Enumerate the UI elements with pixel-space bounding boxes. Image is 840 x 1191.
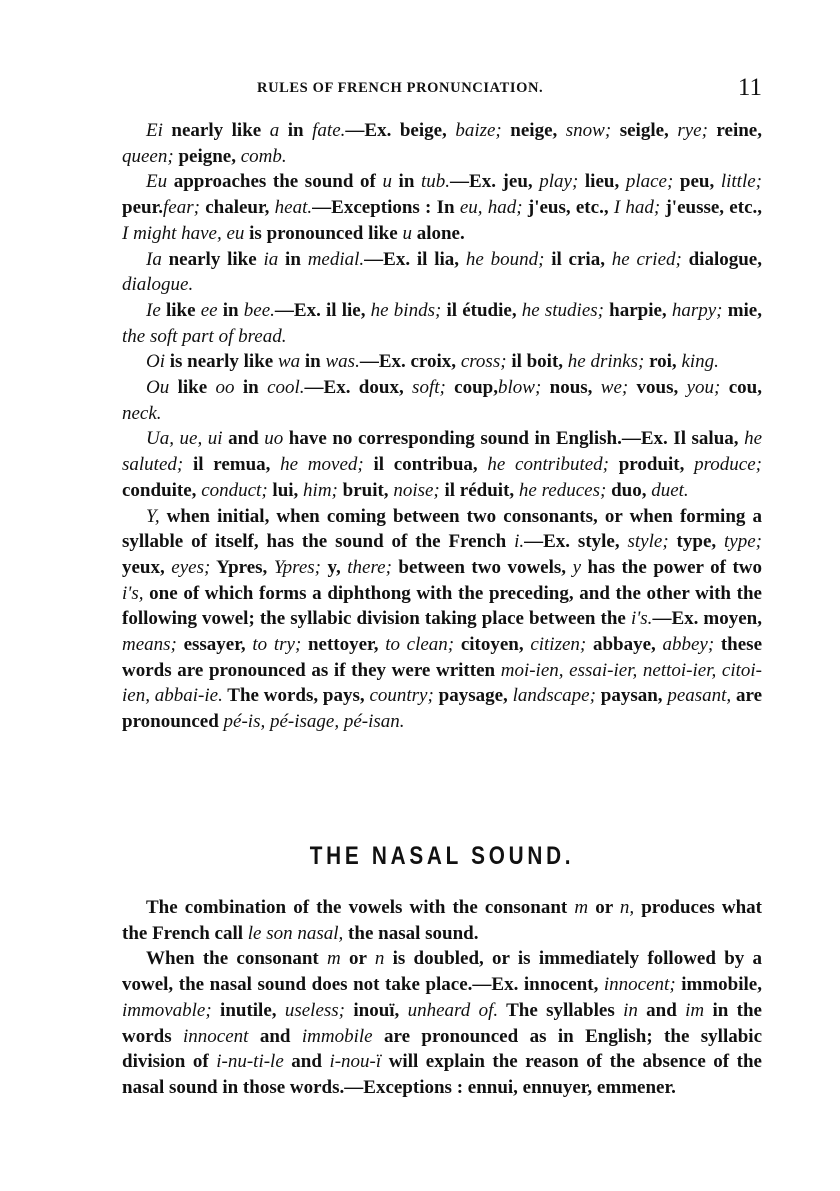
text-run: il cria,	[544, 248, 612, 270]
text-run: in	[300, 351, 326, 373]
text-run: il remua,	[183, 454, 281, 476]
text-run: —Exceptions : In	[312, 197, 460, 219]
italic-text-run: wa	[277, 351, 301, 373]
paragraph-nasal-intro	[122, 895, 762, 946]
text-run: nous,	[541, 377, 601, 399]
text-run: vous,	[628, 377, 687, 399]
text-run: immobile,	[675, 974, 762, 996]
italic-text-run: he moved;	[280, 454, 364, 476]
text-run: Ypres,	[210, 556, 274, 578]
italic-text-run: cross;	[460, 351, 507, 373]
text-run: reine,	[707, 120, 762, 141]
text-run: these words are pronounced as if they were written	[122, 634, 762, 681]
italic-text-run: n,	[619, 897, 635, 918]
text-run: duo,	[606, 479, 652, 501]
text-run: between two vowels,	[391, 556, 573, 578]
text-run: il étudie,	[441, 299, 522, 321]
italic-text-run: Ua, ue, ui	[146, 428, 223, 450]
italic-text-run: Ypres;	[273, 556, 321, 578]
italic-text-run: play;	[539, 171, 579, 193]
italic-text-run: i's.	[630, 608, 653, 630]
italic-text-run: ee	[200, 299, 218, 321]
section-heading: THE NASAL SOUND.	[309, 842, 575, 870]
italic-text-run: i's,	[122, 582, 144, 604]
text-run: peu,	[673, 171, 721, 193]
italic-text-run: eyes;	[171, 556, 211, 578]
text-run: bruit,	[337, 479, 394, 501]
italic-text-run: pé-is, pé-isage, pé-isan.	[223, 711, 405, 733]
italic-text-run: immovable;	[122, 999, 212, 1021]
italic-text-run: neck.	[122, 402, 162, 424]
italic-text-run: Ou	[146, 377, 170, 399]
italic-text-run: ia	[263, 248, 279, 270]
italic-text-run: Ia	[146, 248, 162, 270]
italic-text-run: medial.	[307, 248, 365, 270]
paragraph-ua-ue-ui-uo	[122, 426, 762, 503]
text-run: —Ex. il lie,	[274, 299, 371, 321]
text-run: is doubled, or is immediately followed by a vowel, the nasal sound does not take place.—Ex. innocent,	[122, 948, 763, 996]
text-run: —Ex. jeu,	[450, 171, 540, 193]
text-run: in	[391, 171, 421, 193]
text-run: il boit,	[506, 351, 568, 373]
text-run: abbaye,	[586, 634, 663, 656]
text-run: has the power of two	[581, 556, 763, 578]
text-run: When the consonant	[146, 948, 328, 970]
text-run: j'eus, etc.,	[522, 197, 614, 219]
paragraph-ie	[122, 298, 762, 349]
italic-text-run: there;	[347, 556, 392, 578]
text-run: dialogue,	[681, 248, 762, 270]
text-run: nettoyer,	[301, 634, 386, 656]
paragraph-eu	[122, 169, 762, 246]
text-run: like	[169, 377, 216, 399]
running-title: RULES OF FRENCH PRONUNCIATION.	[257, 80, 544, 96]
paragraph-nasal-exceptions	[122, 946, 762, 1100]
italic-text-run: Oi	[146, 351, 165, 373]
italic-text-run: conduct;	[201, 479, 268, 501]
italic-text-run: he drinks;	[567, 351, 645, 373]
text-run: produit,	[608, 454, 695, 476]
italic-text-run: to try;	[252, 634, 302, 656]
text-run: harpie,	[603, 299, 672, 321]
italic-text-run: oo	[215, 377, 235, 399]
italic-text-run: noise;	[393, 479, 440, 501]
italic-text-run: bee.	[243, 299, 275, 321]
italic-text-run: uo	[264, 428, 284, 450]
text-run: nearly like	[162, 120, 270, 141]
paragraph-oi	[122, 349, 762, 375]
text-run: in the words	[122, 999, 762, 1047]
italic-text-run: you;	[686, 377, 721, 399]
italic-text-run: Eu	[146, 171, 168, 193]
italic-text-run: country;	[369, 685, 434, 707]
italic-text-run: Ie	[146, 299, 161, 321]
italic-text-run: fate.	[312, 120, 346, 141]
text-run: The words, pays,	[222, 685, 370, 707]
italic-text-run: unheard of.	[407, 999, 499, 1021]
text-run: cou,	[720, 377, 762, 399]
italic-text-run: moi-ien, essai-ier, nettoi-ier, citoi-ien, abbai-ie.	[122, 659, 762, 707]
text-run: conduite,	[122, 479, 202, 501]
italic-text-run: he reduces;	[518, 479, 607, 501]
text-run: —Ex. croix,	[359, 351, 461, 373]
text-run: paysan,	[595, 685, 668, 707]
text-run: type,	[668, 531, 725, 553]
text-run: in	[279, 120, 313, 141]
italic-text-run: innocent	[183, 1025, 249, 1047]
text-run: neige,	[501, 120, 566, 141]
paragraph-ou	[122, 375, 762, 426]
text-run: nearly like	[161, 248, 264, 270]
text-run: in	[217, 299, 244, 321]
text-run: —Ex. moyen,	[652, 608, 762, 630]
text-run: seigle,	[611, 120, 678, 141]
italic-text-run: to clean;	[385, 634, 455, 656]
text-run: roi,	[644, 351, 682, 373]
italic-text-run: a	[269, 120, 280, 141]
text-run: when initial, when coming between two consonants, or when forming a syllable of itself, has the sound of the French	[122, 505, 762, 553]
italic-text-run: cool.	[267, 377, 305, 399]
text-run: approaches the sound of	[167, 171, 383, 193]
text-run: inouï,	[345, 999, 408, 1021]
text-run: peigne,	[173, 145, 241, 167]
italic-text-run: i.	[514, 531, 525, 553]
italic-text-run: he cried;	[611, 248, 682, 270]
italic-text-run: landscape;	[512, 685, 596, 707]
italic-text-run: baize;	[455, 120, 502, 141]
text-run: or	[340, 948, 375, 970]
text-run: in	[234, 377, 268, 399]
italic-text-run: u	[402, 222, 412, 244]
italic-text-run: abbey;	[662, 634, 715, 656]
italic-text-run: Y,	[146, 505, 160, 527]
italic-text-run: eu, had;	[459, 197, 523, 219]
text-run: peur.	[122, 197, 164, 219]
text-run: essayer,	[176, 634, 253, 656]
text-run: —Ex. beige,	[345, 120, 456, 141]
text-run: in	[278, 248, 308, 270]
italic-text-run: we;	[600, 377, 629, 399]
italic-text-run: little;	[720, 171, 762, 193]
italic-text-run: means;	[122, 634, 177, 656]
text-run: lieu,	[578, 171, 626, 193]
italic-text-run: produce;	[694, 454, 762, 476]
italic-text-run: was.	[325, 351, 360, 373]
italic-text-run: place;	[625, 171, 674, 193]
text-run: or	[588, 897, 620, 918]
text-run: will explain the reason of the absence of the nasal sound in those words.—Exceptions : ennui, ennuyer, emmener.	[122, 1051, 762, 1098]
italic-text-run: m	[327, 948, 341, 970]
text-run: and	[248, 1025, 302, 1047]
text-run: paysage,	[433, 685, 513, 707]
italic-text-run: queen;	[122, 145, 174, 167]
text-run: inutile,	[211, 999, 285, 1021]
text-run: is nearly like	[165, 351, 278, 373]
italic-text-run: i-nu-ti-le	[216, 1051, 284, 1073]
italic-text-run: peasant,	[667, 685, 732, 707]
italic-text-run: him;	[303, 479, 338, 501]
italic-text-run: he studies;	[521, 299, 604, 321]
text-run: alone.	[411, 222, 465, 244]
text-run: is pronounced like	[244, 222, 403, 244]
italic-text-run: Ei	[146, 120, 163, 141]
italic-text-run: dialogue.	[122, 274, 194, 296]
italic-text-run: king.	[681, 351, 719, 373]
italic-text-run: he binds;	[370, 299, 442, 321]
text-run: j'eusse, etc.,	[660, 197, 763, 219]
italic-text-run: I had;	[613, 197, 661, 219]
italic-text-run: heat.	[274, 197, 313, 219]
page-number: 11	[737, 74, 762, 101]
italic-text-run: fear;	[163, 197, 200, 219]
italic-text-run: snow;	[565, 120, 612, 141]
text-run: and	[283, 1051, 330, 1073]
paragraph-ia	[122, 247, 762, 298]
paragraph-y	[122, 504, 762, 735]
text-run: The combination of the vowels with the consonant	[146, 897, 575, 918]
italic-text-run: he saluted;	[122, 428, 762, 476]
text-run: chaleur,	[199, 197, 275, 219]
italic-text-run: in	[623, 999, 638, 1021]
text-run: y,	[321, 556, 348, 578]
text-run: il contribua,	[363, 454, 488, 476]
text-run: —Ex. style,	[524, 531, 628, 553]
text-run: are pronounced as in English; the syllabic division of	[122, 1025, 763, 1073]
italic-text-run: useless;	[284, 999, 346, 1021]
italic-text-run: im	[685, 999, 705, 1021]
italic-text-run: harpy;	[671, 299, 723, 321]
italic-text-run: I might have, eu	[122, 222, 245, 244]
text-run: and	[637, 999, 686, 1021]
text-run: lui,	[267, 479, 304, 501]
text-run: The syllables	[498, 999, 624, 1021]
italic-text-run: immobile	[301, 1025, 373, 1047]
vowel-combinations-section	[122, 118, 762, 735]
italic-text-run: u	[382, 171, 392, 193]
text-run: like	[160, 299, 201, 321]
italic-text-run: he contributed;	[487, 454, 609, 476]
italic-text-run: type;	[724, 531, 762, 553]
paragraph-ei	[122, 118, 762, 169]
text-run: are pronounced	[122, 685, 763, 733]
text-run: have no corresponding sound in English.—Ex. Il salua,	[283, 428, 745, 450]
text-run: produces what the French call	[122, 897, 763, 944]
text-run: coup,	[445, 377, 498, 399]
italic-text-run: style;	[627, 531, 669, 553]
text-run: —Ex. doux,	[304, 377, 413, 399]
text-run: citoyen,	[454, 634, 531, 656]
running-head	[122, 74, 762, 104]
italic-text-run: n	[374, 948, 385, 970]
text-run: —Ex. il lia,	[364, 248, 466, 270]
italic-text-run: le son nasal,	[247, 922, 344, 944]
italic-text-run: he bound;	[465, 248, 545, 270]
italic-text-run: i-nou-ï	[329, 1051, 382, 1073]
italic-text-run: comb.	[240, 145, 287, 167]
italic-text-run: y	[572, 556, 581, 578]
text-run: one of which forms a diphthong with the preceding, and the other with the following vowel; the syllabic division taking place between the	[122, 582, 762, 630]
italic-text-run: citizen;	[530, 634, 587, 656]
text-run: il réduit,	[439, 479, 519, 501]
italic-text-run: tub.	[421, 171, 451, 193]
text-run: and	[222, 428, 265, 450]
text-run: mie,	[722, 299, 762, 321]
text-run: yeux,	[122, 556, 172, 578]
italic-text-run: blow;	[498, 377, 542, 399]
italic-text-run: soft;	[412, 377, 446, 399]
italic-text-run: rye;	[677, 120, 708, 141]
text-run: the nasal sound.	[343, 922, 479, 944]
italic-text-run: duet.	[651, 479, 689, 501]
italic-text-run: m	[574, 897, 589, 918]
italic-text-run: the soft part of bread.	[122, 325, 287, 347]
nasal-sound-section	[122, 895, 762, 1101]
italic-text-run: innocent;	[603, 974, 676, 996]
